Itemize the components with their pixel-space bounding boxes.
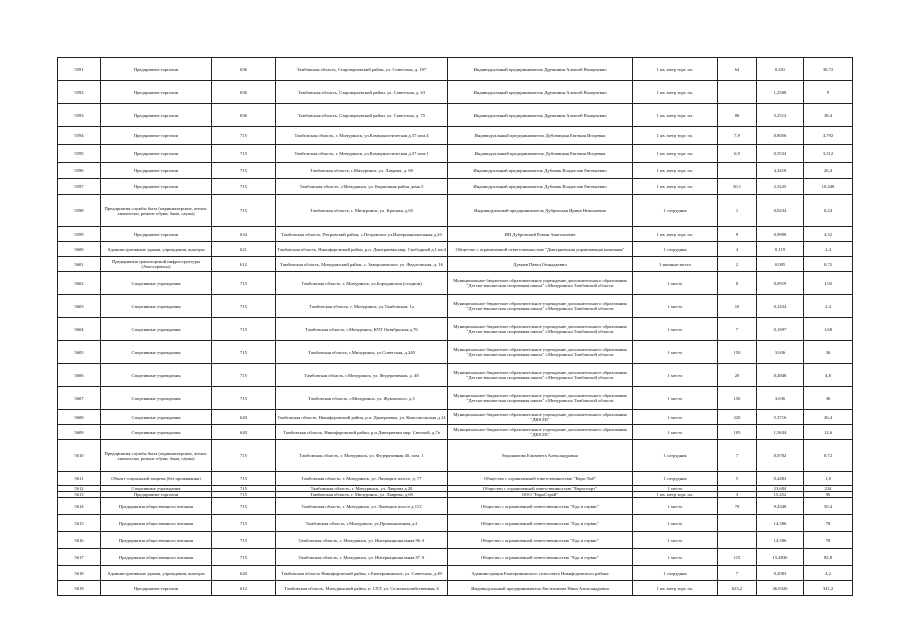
object-type-cell: Предприятия общественного питания	[101, 515, 212, 532]
owner-cell: ИП Дубровский Роман Анатольевич	[448, 227, 633, 242]
table-row	[58, 163, 853, 179]
owner-cell: Муниципальное бюджетное образовательное учреждение дополнительного образования "Детско-юношеская спортивная школа" г.Мичуринска Тамбовской области	[448, 341, 633, 364]
quantity-cell	[718, 515, 757, 532]
owner-cell: Индивидуальный предприниматель Дубовик Владислав Евгеньевич	[448, 179, 633, 195]
row-number-cell: 5608	[58, 410, 101, 425]
address-cell: Тамбовская область, г. Мичуринск, ул. Липецкое шоссе, д. 77	[276, 472, 448, 486]
address-cell: Тамбовская область, г.Мичуринск, ул.Промышленная д.2	[276, 515, 448, 532]
address-cell: Тамбовская область, г.Мичуринск, ул. Лаврова, д. 69	[276, 163, 448, 179]
row-number-cell: 5602	[58, 272, 101, 295]
district-code-cell: 621	[212, 242, 276, 257]
owner-cell: Индивидуальный предприниматель Дубовицкая Евгения Игоревна	[448, 127, 633, 145]
table-row	[58, 472, 853, 486]
measure-unit-cell: 1 место	[633, 515, 718, 532]
object-type-cell: Спортивные учреждения	[101, 364, 212, 387]
table-row	[58, 145, 853, 163]
district-code-cell: 620	[212, 425, 276, 440]
norm-value-cell: 0,201	[757, 58, 804, 81]
object-type-cell: Предприятие торговли	[101, 492, 212, 498]
row-number-cell: 5596	[58, 163, 101, 179]
annual-volume-cell: 82,8	[804, 549, 853, 566]
measure-unit-cell: 1 кв. метр торг. пл.	[633, 145, 718, 163]
table-row	[58, 195, 853, 227]
register-table	[57, 57, 853, 596]
address-cell: Тамбовская область, Никифоровский район, р.п. Дмитриевка,мкр. Свободный д.1 кв.4	[276, 242, 448, 257]
row-number-cell: 5612	[58, 486, 101, 492]
norm-value-cell: 9,4348	[757, 498, 804, 515]
owner-cell: Муниципальное бюджетное образовательное учреждение дополнительного образования "ДЮСШ"	[448, 425, 633, 440]
norm-value-cell: 0,4848	[757, 364, 804, 387]
quantity-cell: 8	[718, 272, 757, 295]
owner-cell: Муниципальное бюджетное образовательное учреждение дополнительного образования "Детско-юношеская спортивная школа" г.Мичуринска Тамбовской области	[448, 272, 633, 295]
norm-value-cell: 0,4483	[757, 472, 804, 486]
annual-volume-cell: 4,32	[804, 227, 853, 242]
address-cell: Тамбовская область, Староюрьевский район, ул. Советская, д. 63	[276, 81, 448, 104]
norm-value-cell: 0,5534	[757, 145, 804, 163]
address-cell: Тамбовская область, г. Мичуринск, ул. Федеративная 40, пом. 1	[276, 440, 448, 472]
district-code-cell: 715	[212, 532, 276, 549]
owner-cell: Муниципальное бюджетное образовательное учреждение дополнительного образования "Детско-юношеская спортивная школа" г.Мичуринска Тамбовской области	[448, 318, 633, 341]
norm-value-cell: 2,5225	[757, 179, 804, 195]
table-row	[58, 242, 853, 257]
norm-value-cell: 5,2512	[757, 104, 804, 127]
measure-unit-cell: 1 кв. метр торг. пл.	[633, 581, 718, 596]
owner-cell: Общество с ограниченной ответственностью "Еда и сервис"	[448, 515, 633, 532]
measure-unit-cell: 1 кв. метр торг. пл.	[633, 179, 718, 195]
quantity-cell: 64	[718, 58, 757, 81]
measure-unit-cell: 1 кв. метр торг. пл.	[633, 104, 718, 127]
row-number-cell: 5603	[58, 295, 101, 318]
norm-value-cell: 1,5634	[757, 425, 804, 440]
row-number-cell: 5611	[58, 472, 101, 486]
owner-cell: Индивидуальный предприниматель Евстигнеева Нина Александровна	[448, 581, 633, 596]
quantity-cell: 4	[718, 242, 757, 257]
object-type-cell: Предприятия общественного питания	[101, 532, 212, 549]
row-number-cell: 5606	[58, 364, 101, 387]
norm-value-cell: 14,586	[757, 532, 804, 549]
owner-cell: Общество с ограниченной ответственностью "Евро-Лаб"	[448, 472, 633, 486]
object-type-cell: Спортивные учреждения	[101, 295, 212, 318]
table-row	[58, 272, 853, 295]
district-code-cell: 715	[212, 341, 276, 364]
row-number-cell: 5619	[58, 581, 101, 596]
object-type-cell: Предприятие торговли	[101, 227, 212, 242]
measure-unit-cell: 1 кв. метр торг. пл.	[633, 58, 718, 81]
quantity-cell: 9	[718, 227, 757, 242]
object-type-cell: Предприятия службы быта (парикмахерские, ателье, химчистки, ремонт обуви, бани, сауны)	[101, 440, 212, 472]
measure-unit-cell: 1 место	[633, 341, 718, 364]
quantity-cell: 150	[718, 387, 757, 410]
annual-volume-cell: 10,448	[804, 179, 853, 195]
row-number-cell: 5599	[58, 227, 101, 242]
quantity-cell: 115	[718, 549, 757, 566]
object-type-cell: Предприятия транспортной инфраструктуры (Автосервисы)	[101, 257, 212, 272]
owner-cell: Общество с ограниченной ответственностью "Еда и сервис"	[448, 532, 633, 549]
norm-value-cell: 15,452	[757, 492, 804, 498]
annual-volume-cell: 1,92	[804, 272, 853, 295]
object-type-cell: Объект социальной защиты (без проживания)	[101, 472, 212, 486]
norm-value-cell: 0,8056	[757, 127, 804, 145]
owner-cell: Муниципальное бюджетное образовательное учреждение дополнительного образования "Детско-юношеская спортивная школа" г.Мичуринска Тамбовской области	[448, 295, 633, 318]
row-number-cell: 5607	[58, 387, 101, 410]
owner-cell: Индивидуальный предприниматель Дубовик Владислав Евгеньевич	[448, 163, 633, 179]
table-row	[58, 127, 853, 145]
district-code-cell: 715	[212, 127, 276, 145]
norm-value-cell: 3,636	[757, 341, 804, 364]
district-code-cell: 715	[212, 549, 276, 566]
district-code-cell: 612	[212, 257, 276, 272]
object-type-cell: Предприятие торговли	[101, 163, 212, 179]
measure-unit-cell: 1 кв. метр торг. пл.	[633, 81, 718, 104]
owner-cell: Общество с ограниченной ответственностью "Евроспорт"	[448, 486, 633, 492]
table-row	[58, 227, 853, 242]
table-row	[58, 566, 853, 581]
annual-volume-cell: 0,72	[804, 440, 853, 472]
address-cell: Тамбовская область, Никифоровский район, р.п.Дмитриевка мкр. Светлый, д.7а	[276, 425, 448, 440]
owner-cell: Муниципальное бюджетное образовательное учреждение дополнительного образования "Детско-юношеская спортивная школа" г.Мичуринска Тамбовской области	[448, 364, 633, 387]
norm-value-cell: 1,2508	[757, 81, 804, 104]
quantity-cell	[718, 163, 757, 179]
address-cell: Тамбовская область, Староюрьевский район, ул. Советская, д. 75	[276, 104, 448, 127]
quantity-cell: 220	[718, 410, 757, 425]
owner-cell: Общество с ограниченной ответственностью "Еда и сервис"	[448, 549, 633, 566]
district-code-cell: 636	[212, 81, 276, 104]
address-cell: Тамбовская область, Петровский район, с.Петровское ул.Интернациональная д.2б	[276, 227, 448, 242]
row-number-cell: 5605	[58, 341, 101, 364]
measure-unit-cell: 1 сотрудник	[633, 195, 718, 227]
measure-unit-cell: 1 место	[633, 549, 718, 566]
measure-unit-cell: 1 место	[633, 532, 718, 549]
row-number-cell: 5591	[58, 58, 101, 81]
measure-unit-cell: 1 место	[633, 486, 718, 492]
table-row	[58, 515, 853, 532]
row-number-cell: 5609	[58, 425, 101, 440]
annual-volume-cell: 78	[804, 532, 853, 549]
annual-volume-cell: 96	[804, 492, 853, 498]
district-code-cell: 715	[212, 318, 276, 341]
norm-value-cell: 0,085	[757, 257, 804, 272]
table-row	[58, 532, 853, 549]
measure-unit-cell: 1 место	[633, 387, 718, 410]
measure-unit-cell: 1 кв. метр торг. пл.	[633, 163, 718, 179]
object-type-cell: Предприятие торговли	[101, 104, 212, 127]
annual-volume-cell: 38,4	[804, 104, 853, 127]
object-type-cell: Предприятие торговли	[101, 127, 212, 145]
table-row	[58, 81, 853, 104]
owner-cell: Индивидуальный предприниматель Дружинин Алексей Валерьевич	[448, 58, 633, 81]
district-code-cell: 715	[212, 364, 276, 387]
measure-unit-cell: 1 место	[633, 364, 718, 387]
owner-cell: Администрация Екатерининского сельсовета Никифоровского района	[448, 566, 633, 581]
annual-volume-cell: 26,4	[804, 163, 853, 179]
table-row	[58, 295, 853, 318]
annual-volume-cell: 3,792	[804, 127, 853, 145]
address-cell: Тамбовская область, Мичуринский район, с. Заворонежское, ул. Федотовская, д. 16	[276, 257, 448, 272]
table-row	[58, 318, 853, 341]
annual-volume-cell: 78	[804, 515, 853, 532]
table-row	[58, 410, 853, 425]
quantity-cell: 7	[718, 318, 757, 341]
object-type-cell: Предприятие торговли	[101, 581, 212, 596]
district-code-cell: 715	[212, 179, 276, 195]
row-number-cell: 5594	[58, 127, 101, 145]
measure-unit-cell: 1 место	[633, 425, 718, 440]
district-code-cell: 612	[212, 581, 276, 596]
quantity-cell: 105	[718, 425, 757, 440]
district-code-cell: 715	[212, 440, 276, 472]
address-cell: Тамбовская область, г. Мичуринск, ул. Интернациональная 87 А	[276, 549, 448, 566]
annual-volume-cell: 4,2	[804, 566, 853, 581]
district-code-cell: 636	[212, 104, 276, 127]
annual-volume-cell: 36	[804, 341, 853, 364]
table-body	[58, 58, 853, 596]
district-code-cell: 636	[212, 58, 276, 81]
row-number-cell: 5600	[58, 242, 101, 257]
norm-value-cell: 0,2083	[757, 566, 804, 581]
norm-value-cell: 0,2434	[757, 295, 804, 318]
object-type-cell: Спортивные учреждения	[101, 318, 212, 341]
norm-value-cell: 3,636	[757, 387, 804, 410]
quantity-cell: 6,9	[718, 145, 757, 163]
quantity-cell: 2	[718, 257, 757, 272]
measure-unit-cell: 1 место	[633, 410, 718, 425]
row-number-cell: 5614	[58, 498, 101, 515]
table-row	[58, 498, 853, 515]
norm-value-cell: 0,119	[757, 242, 804, 257]
quantity-cell	[718, 532, 757, 549]
address-cell: Тамбовская область Никифоровский район, с.Екатерининское, ул. Советская, д.49	[276, 566, 448, 581]
object-type-cell: Предприятие торговли	[101, 58, 212, 81]
row-number-cell: 5617	[58, 549, 101, 566]
quantity-cell: 20	[718, 364, 757, 387]
quantity-cell	[718, 81, 757, 104]
district-code-cell: 715	[212, 163, 276, 179]
owner-cell: Индивидуальный предприниматель Дубовицкая Евгения Игоревна	[448, 145, 633, 163]
district-code-cell: 715	[212, 492, 276, 498]
annual-volume-cell: 12,6	[804, 425, 853, 440]
annual-volume-cell: 36	[804, 387, 853, 410]
table-row	[58, 341, 853, 364]
district-code-cell: 715	[212, 145, 276, 163]
address-cell: Тамбовская область, г. Мичуринск, ул. Лаврова, д.69	[276, 492, 448, 498]
owner-cell: Евдокимова Елизавета Александровна	[448, 440, 633, 472]
address-cell: Тамбовская область, г.Мичуринск, КЧТ Октябрьская д.76	[276, 318, 448, 341]
address-cell: Тамбовская область, г. Мичуринск, ул.Тамбовская, 1а	[276, 295, 448, 318]
norm-value-cell: 0,1697	[757, 318, 804, 341]
row-number-cell: 5618	[58, 566, 101, 581]
annual-volume-cell: 3,312	[804, 145, 853, 163]
district-code-cell: 634	[212, 227, 276, 242]
quantity-cell: 80	[718, 104, 757, 127]
annual-volume-cell: 0,72	[804, 257, 853, 272]
norm-value-cell: 15,4836	[757, 549, 804, 566]
table-row	[58, 104, 853, 127]
norm-value-cell: 4,3418	[757, 163, 804, 179]
owner-cell: ООО "ЕвроСтрой"	[448, 492, 633, 498]
quantity-cell: 7,9	[718, 127, 757, 145]
table-row	[58, 549, 853, 566]
owner-cell: Муниципальное бюджетное образовательное учреждение дополнительного образования "Детско-юношеская спортивная школа" г.Мичуринска Тамбовской области	[448, 387, 633, 410]
norm-value-cell: 14,586	[757, 515, 804, 532]
district-code-cell: 715	[212, 515, 276, 532]
annual-volume-cell: 50,4	[804, 498, 853, 515]
quantity-cell: 1	[718, 195, 757, 227]
row-number-cell: 5615	[58, 515, 101, 532]
norm-value-cell: 0,9998	[757, 227, 804, 242]
norm-value-cell: 23,684	[757, 486, 804, 492]
district-code-cell: 715	[212, 498, 276, 515]
measure-unit-cell: 1 место	[633, 295, 718, 318]
address-cell: Тамбовская область, г. Мичуринск, ул. Лаврова д.28	[276, 486, 448, 492]
owner-cell: Индивидуальный предприниматель Дружинин Алексей Валерьевич	[448, 81, 633, 104]
owner-cell: Индивидуальный предприниматель Дубровская Ирина Николаевна	[448, 195, 633, 227]
norm-value-cell: 0,0702	[757, 440, 804, 472]
measure-unit-cell: 1 место	[633, 318, 718, 341]
owner-cell: Общество с ограниченной ответственностью "Еда и сервис"	[448, 498, 633, 515]
owner-cell: Индивидуальный предприниматель Дружинин Алексей Валерьевич	[448, 104, 633, 127]
address-cell: Тамбовская область, Староюрьевский район, ул. Советская, д. 107	[276, 58, 448, 81]
district-code-cell: 715	[212, 195, 276, 227]
district-code-cell: 715	[212, 486, 276, 492]
table-row	[58, 257, 853, 272]
address-cell: Тамбовская область, г.Мичуринск, ул. Кирпичная район дома 5	[276, 179, 448, 195]
measure-unit-cell: 1 место	[633, 498, 718, 515]
address-cell: Тамбовская область, г. Мичуринск, ул. Липецкое шоссе д.113	[276, 498, 448, 515]
object-type-cell: Предприятия общественного питания	[101, 549, 212, 566]
quantity-cell: 7	[718, 440, 757, 472]
row-number-cell: 5598	[58, 195, 101, 227]
address-cell: Тамбовская область, г. Мичуринск, ул.Коммунистическая д.37 пом.4	[276, 127, 448, 145]
annual-volume-cell: 2,4	[804, 242, 853, 257]
row-number-cell: 5613	[58, 492, 101, 498]
row-number-cell: 5593	[58, 104, 101, 127]
norm-value-cell: 5,3716	[757, 410, 804, 425]
table-row	[58, 364, 853, 387]
annual-volume-cell: 2,4	[804, 295, 853, 318]
district-code-cell: 715	[212, 387, 276, 410]
measure-unit-cell: 1 сотрудник	[633, 242, 718, 257]
quantity-cell: 150	[718, 341, 757, 364]
object-type-cell: Предприятие торговли	[101, 81, 212, 104]
address-cell: Тамбовская область, г. Мичуринск, ул. Красная, д.65	[276, 195, 448, 227]
row-number-cell: 5610	[58, 440, 101, 472]
annual-volume-cell: 26,4	[804, 410, 853, 425]
table-row	[58, 387, 853, 410]
address-cell: Тамбовская область, г. Мичуринск, ул. Интернациональная 96 А	[276, 532, 448, 549]
row-number-cell: 5595	[58, 145, 101, 163]
row-number-cell: 5604	[58, 318, 101, 341]
owner-cell: Муниципальное бюджетное образовательное учреждение дополнительного образования "ДЮСШ"	[448, 410, 633, 425]
annual-volume-cell: 234	[804, 486, 853, 492]
norm-value-cell: 0,0234	[757, 195, 804, 227]
table-row	[58, 440, 853, 472]
row-number-cell: 5601	[58, 257, 101, 272]
object-type-cell: Предприятие торговли	[101, 179, 212, 195]
object-type-cell: Спортивные учреждения	[101, 425, 212, 440]
norm-value-cell: 0,0919	[757, 272, 804, 295]
measure-unit-cell: 1 сотрудник	[633, 472, 718, 486]
annual-volume-cell: 0,24	[804, 195, 853, 227]
object-type-cell: Спортивные учреждения	[101, 387, 212, 410]
address-cell: Тамбовская область, г. Мичуринск, ул.Бородинская (стадион)	[276, 272, 448, 295]
object-type-cell: Спортивные учреждения	[101, 486, 212, 492]
annual-volume-cell: 4,8	[804, 364, 853, 387]
annual-volume-cell: 1,68	[804, 318, 853, 341]
address-cell: Тамбовская область, г.Мичуринск, ул.Советская, д.240	[276, 341, 448, 364]
quantity-cell: 70	[718, 498, 757, 515]
address-cell: Тамбовская область, Никифоровский район, р.п. Дмитриевка, ул. Комсомольская д.14	[276, 410, 448, 425]
annual-volume-cell: 30,72	[804, 58, 853, 81]
quantity-cell: 3	[718, 492, 757, 498]
object-type-cell: Административные здания, учреждения, конторы	[101, 566, 212, 581]
quantity-cell: 10	[718, 295, 757, 318]
quantity-cell: 5	[718, 472, 757, 486]
annual-volume-cell: 9	[804, 81, 853, 104]
measure-unit-cell: 1 кв. метр торг. пл.	[633, 227, 718, 242]
district-code-cell: 715	[212, 472, 276, 486]
object-type-cell: Предприятие торговли	[101, 145, 212, 163]
address-cell: Тамбовская область, г. Мичуринск, ул.Коммунистическая д.37 пом.1	[276, 145, 448, 163]
table-row	[58, 179, 853, 195]
owner-cell: Общество с ограниченной ответственностью "Дмитриевская управляющая компания"	[448, 242, 633, 257]
address-cell: Тамбовская область, г.Мичуринск, ул. Федеративная, д. 48	[276, 364, 448, 387]
object-type-cell: Предприятия службы быта (парикмахерские, ателье, химчистки, ремонт обуви, бани, сауны)	[101, 195, 212, 227]
measure-unit-cell: 1 сотрудник	[633, 566, 718, 581]
address-cell: Тамбовская область, г.Мичуринск, ул. Жуковского, д.3	[276, 387, 448, 410]
measure-unit-cell: 1 сотрудник	[633, 440, 718, 472]
row-number-cell: 5592	[58, 81, 101, 104]
object-type-cell: Спортивные учреждения	[101, 410, 212, 425]
annual-volume-cell: 341,2	[804, 581, 853, 596]
object-type-cell: Административные здания, учреждения, конторы	[101, 242, 212, 257]
object-type-cell: Спортивные учреждения	[101, 272, 212, 295]
measure-unit-cell: 1 кв. метр торг. пл.	[633, 492, 718, 498]
row-number-cell: 5616	[58, 532, 101, 549]
table-row	[58, 58, 853, 81]
measure-unit-cell: 1 кв. метр торг. пл.	[633, 127, 718, 145]
district-code-cell: 620	[212, 566, 276, 581]
object-type-cell: Спортивные учреждения	[101, 341, 212, 364]
quantity-cell: 50,1	[718, 179, 757, 195]
table-row	[58, 581, 853, 596]
district-code-cell: 715	[212, 272, 276, 295]
address-cell: Тамбовская область, Мичуринский район, п. СХТ, ул. Сельскохозяйственная, 6	[276, 581, 448, 596]
row-number-cell: 5597	[58, 179, 101, 195]
table-row	[58, 425, 853, 440]
measure-unit-cell: 1 место	[633, 272, 718, 295]
district-code-cell: 620	[212, 410, 276, 425]
quantity-cell: 7	[718, 566, 757, 581]
district-code-cell: 715	[212, 295, 276, 318]
annual-volume-cell: 1,8	[804, 472, 853, 486]
norm-value-cell: 46,9326	[757, 581, 804, 596]
quantity-cell: 623,2	[718, 581, 757, 596]
owner-cell: Думаев Павел Геннадьевич	[448, 257, 633, 272]
object-type-cell: Предприятия общественного питания	[101, 498, 212, 515]
measure-unit-cell: 1 машино-место	[633, 257, 718, 272]
